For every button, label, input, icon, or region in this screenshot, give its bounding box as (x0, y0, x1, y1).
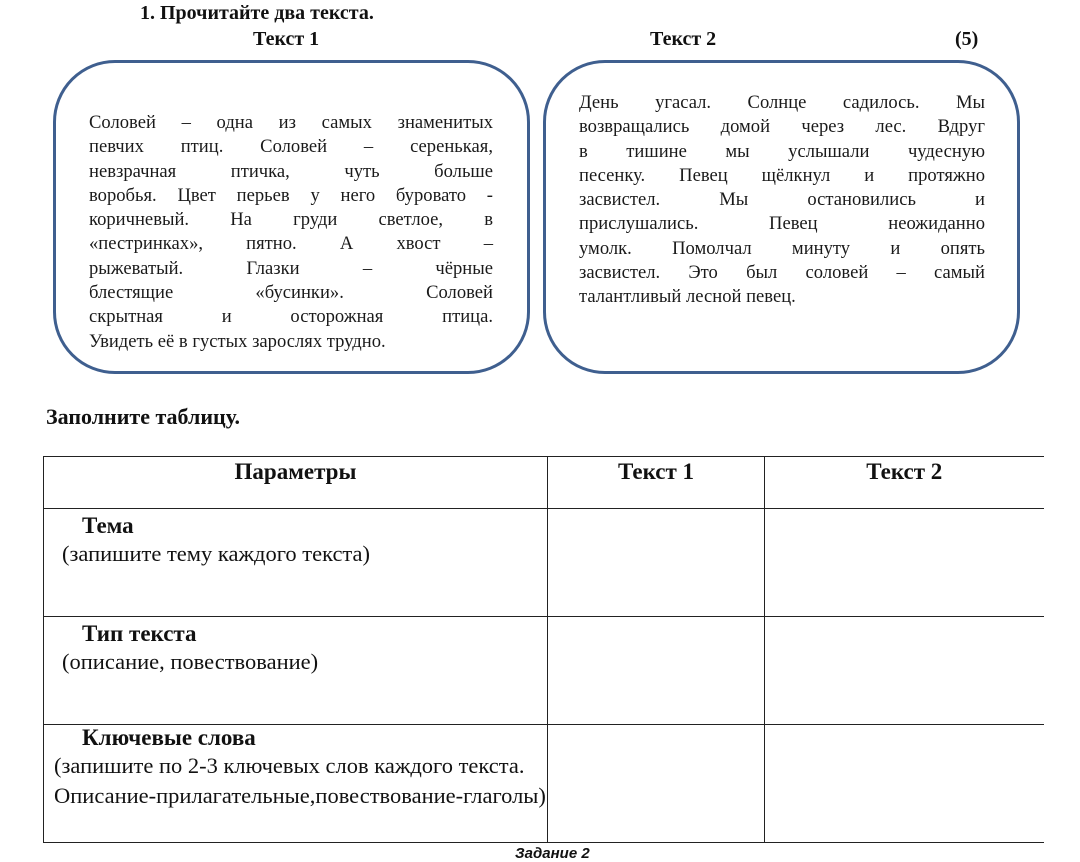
text1-line: рыжеватый. Глазки – чёрные (89, 257, 493, 279)
param-heading: Тип текста (82, 621, 197, 646)
text1-line: блестящие «бусинки». Соловей (89, 282, 493, 304)
text2-body (579, 91, 985, 310)
param-description: (описание, повествование) (62, 649, 319, 674)
text2-line: песенку. Певец щёлкнул и протяжно (579, 164, 985, 186)
param-description: (запишите по 2-3 ключевых слов каждого текста. Описание-прилагательные,повествование-глаголы) (54, 753, 546, 808)
param-cell (44, 509, 548, 617)
answer-cell-text2[interactable] (765, 725, 1044, 843)
task-title: 1. Прочитайте два текста. (140, 2, 374, 24)
answer-cell-text1[interactable] (548, 617, 765, 725)
answer-cell-text1[interactable] (548, 725, 765, 843)
param-description: (запишите тему каждого текста) (62, 541, 371, 566)
text1-label: Текст 1 (253, 28, 320, 50)
text1-body (89, 111, 493, 354)
text1-line: воробья. Цвет перьев у него буровато - (89, 184, 493, 206)
text2-line: прислушались. Певец неожиданно (579, 213, 985, 235)
answer-cell-text1[interactable] (548, 509, 765, 617)
text1-line: скрытная и осторожная птица. (89, 306, 493, 328)
parameters-table (43, 456, 1044, 843)
text2-line: засвистел. Это был соловей – самый (579, 262, 985, 284)
table-instruction: Заполните таблицу. (46, 404, 240, 429)
param-cell (44, 725, 548, 843)
text2-line: засвистел. Мы остановились и (579, 189, 985, 211)
text2-line: возвращались домой через лес. Вдруг (579, 116, 985, 138)
table-row-type (44, 617, 1044, 725)
table-row-theme (44, 509, 1044, 617)
header-text2: Текст 2 (765, 457, 1044, 509)
answer-cell-text2[interactable] (765, 617, 1044, 725)
text2-line: умолк. Помолчал минуту и опять (579, 237, 985, 259)
text1-line: невзрачная птичка, чуть больше (89, 160, 493, 182)
text2-label: Текст 2 (650, 28, 717, 50)
next-task-caption: Задание 2 (515, 845, 590, 862)
header-params: Параметры (44, 457, 548, 509)
table-header-row (44, 457, 1044, 509)
text2-line: талантливый лесной певец. (579, 286, 796, 308)
text1-line: певчих птиц. Соловей – серенькая, (89, 136, 493, 158)
text1-line: Соловей – одна из самых знаменитых (89, 112, 493, 133)
param-heading: Ключевые слова (82, 725, 256, 750)
text2-line: День угасал. Солнце садилось. Мы (579, 92, 985, 113)
answer-cell-text2[interactable] (765, 509, 1044, 617)
param-heading: Тема (82, 513, 134, 538)
text1-line: коричневый. На груди светлое, в (89, 209, 493, 231)
text2-line: в тишине мы услышали чудесную (579, 140, 985, 162)
param-cell (44, 617, 548, 725)
table-row-keywords (44, 725, 1044, 843)
text1-line: Увидеть её в густых зарослях трудно. (89, 330, 386, 352)
text1-line: «пестринках», пятно. А хвост – (89, 233, 493, 255)
points-badge: (5) (955, 28, 979, 50)
header-text1: Текст 1 (548, 457, 765, 509)
